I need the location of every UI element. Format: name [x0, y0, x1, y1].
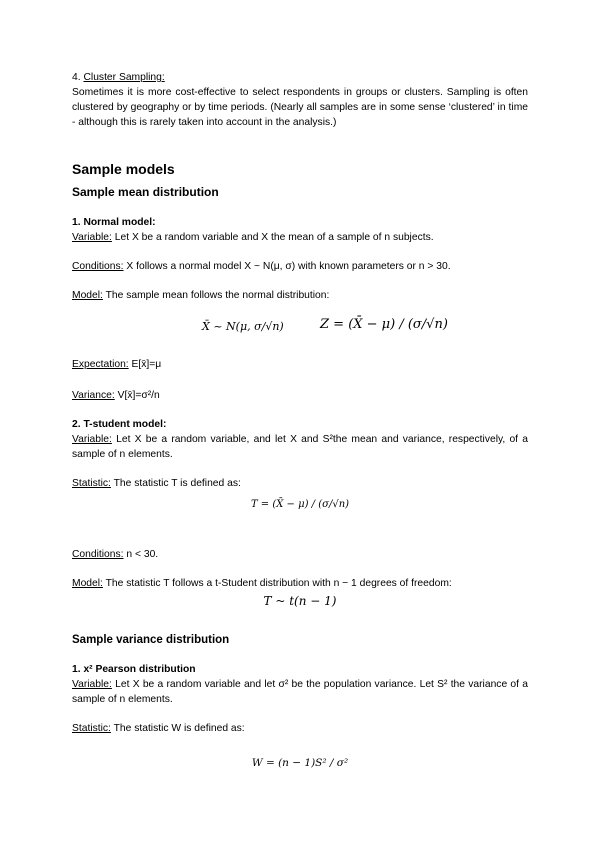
formula-t-block: [72, 491, 528, 531]
cluster-heading: [72, 70, 528, 85]
normal-variable: [72, 230, 528, 245]
formula-t-dist-block: [72, 591, 528, 610]
variance-distribution-title: Sample variance distribution: [72, 634, 230, 646]
expectation-text: E[x̄]=μ: [131, 359, 162, 370]
pearson-statistic-text: The statistic W is defined as:: [113, 723, 245, 734]
cluster-text: Sometimes it is more cost-effective to select respondents in groups or clusters. Sampling is often clustered by geography or by time periods. (Nearly all samples are in some sense ‘clustered’ in time - although this is rarely taken into account in the analysis.): [72, 87, 528, 128]
tstudent-model-label: Model:: [72, 578, 103, 589]
pearson-variable: [72, 677, 528, 707]
normal-conditions: [72, 259, 528, 274]
formula-z: Z = (X̄ − μ) / (σ/√n): [320, 317, 448, 332]
pearson-statistic-label: Statistic:: [72, 723, 111, 734]
pearson-variable-text: Let X be a random variable and let σ² be the population variance. Let S² the variance of a sample of n elements.: [72, 679, 528, 705]
normal-model-text: The sample mean follows the normal distribution:: [105, 290, 330, 301]
tstudent-conditions: [72, 547, 528, 562]
pearson-variable-label: Variable:: [72, 679, 112, 690]
expectation-label: Expectation:: [72, 359, 129, 370]
document-page: [72, 70, 528, 771]
formula-w-block: [72, 736, 528, 771]
variance-label: Variance:: [72, 390, 115, 401]
normal-model: [72, 288, 528, 303]
tstudent-variable-text: Let X be a random variable, and let X and S²the mean and variance, respectively, of a sample of n elements.: [72, 434, 528, 460]
tstudent-variable-label: Variable:: [72, 434, 112, 445]
tstudent-conditions-text: n < 30.: [126, 549, 159, 560]
normal-model-title: 1. Normal model:: [72, 217, 156, 228]
cluster-number: 4.: [72, 72, 81, 83]
normal-conditions-text: X follows a normal model X ~ N(μ, σ) with known parameters or n > 30.: [126, 261, 451, 272]
tstudent-model-text: The statistic T follows a t-Student distribution with n − 1 degrees of freedom:: [105, 578, 452, 589]
cluster-title: Cluster Sampling:: [83, 72, 165, 83]
tstudent-variable: [72, 432, 528, 462]
tstudent-model: [72, 576, 528, 591]
formula-w: W = (n − 1)S² / σ²: [251, 757, 349, 769]
normal-model-label: Model:: [72, 290, 103, 301]
expectation: [72, 357, 528, 372]
tstudent-conditions-label: Conditions:: [72, 549, 124, 560]
pearson-title: 1. x² Pearson distribution: [72, 664, 196, 675]
formula-t-statistic: T = (X̄ − μ) / (σ/√n): [250, 499, 350, 510]
formula-xbar-normal: X̄ ~ N(μ, σ/√n): [202, 320, 284, 333]
pearson-statistic: [72, 721, 528, 736]
normal-conditions-label: Conditions:: [72, 261, 124, 272]
formula-t-distribution: T ~ t(n − 1): [263, 594, 337, 608]
tstudent-title: 2. T-student model:: [72, 419, 167, 430]
tstudent-statistic: [72, 476, 528, 491]
sample-models-title: Sample models: [72, 161, 175, 177]
variance-text: V[x̄]=σ²/n: [117, 390, 160, 401]
tstudent-statistic-label: Statistic:: [72, 478, 111, 489]
tstudent-statistic-text: The statistic T is defined as:: [113, 478, 241, 489]
variance: [72, 388, 528, 403]
normal-formulas: [72, 303, 528, 351]
normal-variable-label: Variable:: [72, 232, 112, 243]
normal-variable-text: Let X be a random variable and X the mean of a sample of n subjects.: [114, 232, 434, 243]
mean-distribution-title: Sample mean distribution: [72, 185, 219, 199]
